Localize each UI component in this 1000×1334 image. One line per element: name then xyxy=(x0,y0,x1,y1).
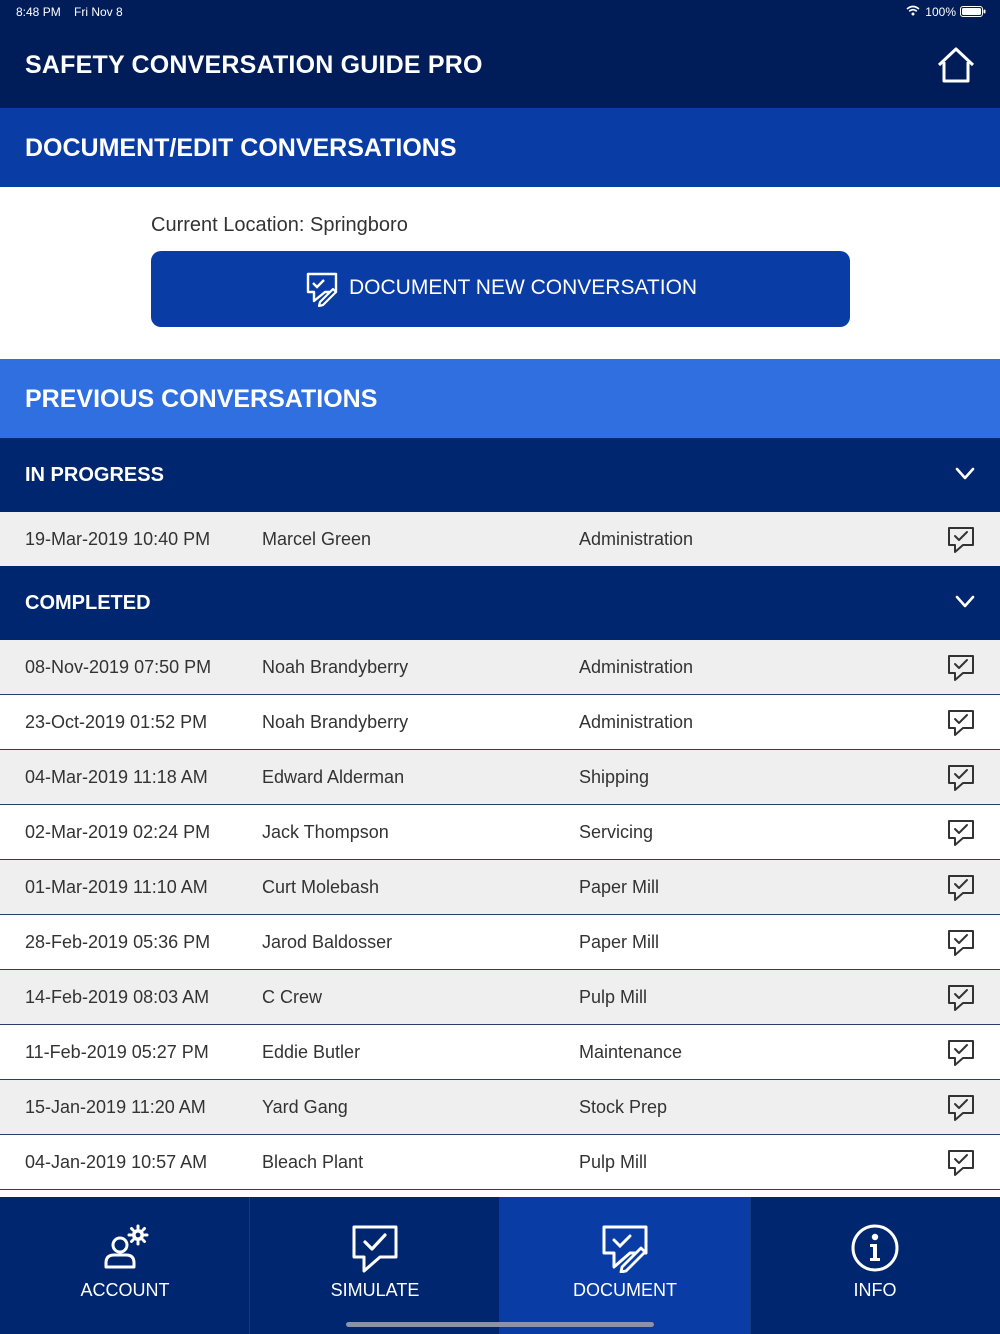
in-progress-label: IN PROGRESS xyxy=(25,464,164,486)
conversation-area: Shipping xyxy=(579,767,650,787)
chat-check-icon xyxy=(350,1223,400,1273)
conversation-date: 04-Jan-2019 10:57 AM xyxy=(25,1152,208,1172)
conversation-row[interactable] xyxy=(0,695,1000,750)
tab-bar xyxy=(0,1197,1000,1334)
tab-info[interactable] xyxy=(750,1197,1000,1334)
chat-edit-icon xyxy=(600,1223,650,1273)
chevron-down-icon[interactable] xyxy=(955,595,975,609)
conversation-row[interactable] xyxy=(0,640,1000,695)
document-new-conversation-label: DOCUMENT NEW CONVERSATION xyxy=(349,276,698,299)
conversation-name: Jack Thompson xyxy=(262,822,389,842)
conversation-row[interactable] xyxy=(0,860,1000,915)
in-progress-group-header[interactable] xyxy=(0,438,1000,512)
conversation-area: Stock Prep xyxy=(579,1097,668,1117)
conversation-area: Administration xyxy=(579,712,694,732)
app-header xyxy=(0,22,1000,108)
status-time: 8:48 PM xyxy=(16,5,61,19)
conversation-date: 04-Mar-2019 11:18 AM xyxy=(25,767,208,787)
account-settings-icon xyxy=(100,1223,150,1273)
conversation-area: Servicing xyxy=(579,822,654,842)
chat-check-icon[interactable] xyxy=(946,928,976,958)
conversation-row[interactable] xyxy=(0,750,1000,805)
conversation-name: Noah Brandyberry xyxy=(262,712,409,732)
conversation-name: Marcel Green xyxy=(262,529,372,549)
conversation-row[interactable] xyxy=(0,970,1000,1025)
tab-simulate[interactable] xyxy=(250,1197,500,1334)
document-new-conversation-button[interactable] xyxy=(151,251,850,327)
conversation-area: Administration xyxy=(579,529,694,549)
document-section-title: DOCUMENT/EDIT CONVERSATIONS xyxy=(25,134,457,162)
conversation-name: Eddie Butler xyxy=(262,1042,361,1062)
completed-group-header[interactable] xyxy=(0,566,1000,640)
tab-document[interactable] xyxy=(500,1197,750,1334)
status-bar xyxy=(0,0,1000,22)
conversation-date: 15-Jan-2019 11:20 AM xyxy=(25,1097,206,1117)
conversation-row[interactable] xyxy=(0,915,1000,970)
conversation-date: 08-Nov-2019 07:50 PM xyxy=(25,657,212,677)
conversation-date: 01-Mar-2019 11:10 AM xyxy=(25,877,208,897)
conversation-area: Paper Mill xyxy=(579,877,660,897)
conversation-date: 02-Mar-2019 02:24 PM xyxy=(25,822,211,842)
conversation-date: 11-Feb-2019 05:27 PM xyxy=(25,1042,209,1062)
conversation-name: C Crew xyxy=(262,987,323,1007)
chat-check-icon[interactable] xyxy=(946,763,976,793)
chat-check-icon[interactable] xyxy=(946,983,976,1013)
chat-edit-icon xyxy=(305,271,339,307)
home-icon[interactable] xyxy=(936,46,976,84)
conversation-row[interactable] xyxy=(0,805,1000,860)
chat-check-icon[interactable] xyxy=(946,653,976,683)
conversation-name: Curt Molebash xyxy=(262,877,380,897)
battery-percent: 100% xyxy=(925,5,956,19)
chat-check-icon[interactable] xyxy=(946,1148,976,1178)
conversation-area: Administration xyxy=(579,657,694,677)
conversation-name: Bleach Plant xyxy=(262,1152,364,1172)
tab-account-label: ACCOUNT xyxy=(80,1280,170,1300)
tab-account[interactable] xyxy=(0,1197,250,1334)
conversation-date: 23-Oct-2019 01:52 PM xyxy=(25,712,208,732)
tab-document-label: DOCUMENT xyxy=(573,1280,677,1300)
info-icon xyxy=(850,1223,900,1273)
conversation-date: 19-Mar-2019 10:40 PM xyxy=(25,529,211,549)
app-title: SAFETY CONVERSATION GUIDE PRO xyxy=(25,51,483,79)
chat-check-icon[interactable] xyxy=(946,1038,976,1068)
conversation-name: Yard Gang xyxy=(262,1097,348,1117)
previous-conversations-header xyxy=(0,359,1000,438)
conversation-area: Maintenance xyxy=(579,1042,683,1062)
conversation-area: Pulp Mill xyxy=(579,987,648,1007)
previous-conversations-title: PREVIOUS CONVERSATIONS xyxy=(25,385,378,413)
conversation-name: Edward Alderman xyxy=(262,767,405,787)
conversation-area: Paper Mill xyxy=(579,932,660,952)
tab-simulate-label: SIMULATE xyxy=(330,1280,420,1300)
current-location: Current Location: Springboro xyxy=(151,214,408,236)
wifi-icon xyxy=(906,5,920,16)
conversation-name: Noah Brandyberry xyxy=(262,657,409,677)
conversation-area: Pulp Mill xyxy=(579,1152,648,1172)
chat-check-icon[interactable] xyxy=(946,818,976,848)
conversation-row[interactable] xyxy=(0,1025,1000,1080)
chat-check-icon[interactable] xyxy=(946,708,976,738)
conversation-date: 14-Feb-2019 08:03 AM xyxy=(25,987,210,1007)
chat-check-icon[interactable] xyxy=(946,1093,976,1123)
completed-label: COMPLETED xyxy=(25,592,151,614)
home-indicator xyxy=(346,1322,654,1327)
conversation-date: 28-Feb-2019 05:36 PM xyxy=(25,932,211,952)
document-section-header xyxy=(0,108,1000,187)
chat-check-icon[interactable] xyxy=(946,525,976,555)
status-date: Fri Nov 8 xyxy=(74,5,123,19)
conversation-row[interactable] xyxy=(0,512,1000,567)
tab-info-label: INFO xyxy=(853,1280,897,1300)
conversation-row[interactable] xyxy=(0,1135,1000,1190)
battery-icon xyxy=(960,6,986,17)
conversation-name: Jarod Baldosser xyxy=(262,932,393,952)
chat-check-icon[interactable] xyxy=(946,873,976,903)
conversation-row[interactable] xyxy=(0,1080,1000,1135)
chevron-down-icon[interactable] xyxy=(955,467,975,481)
